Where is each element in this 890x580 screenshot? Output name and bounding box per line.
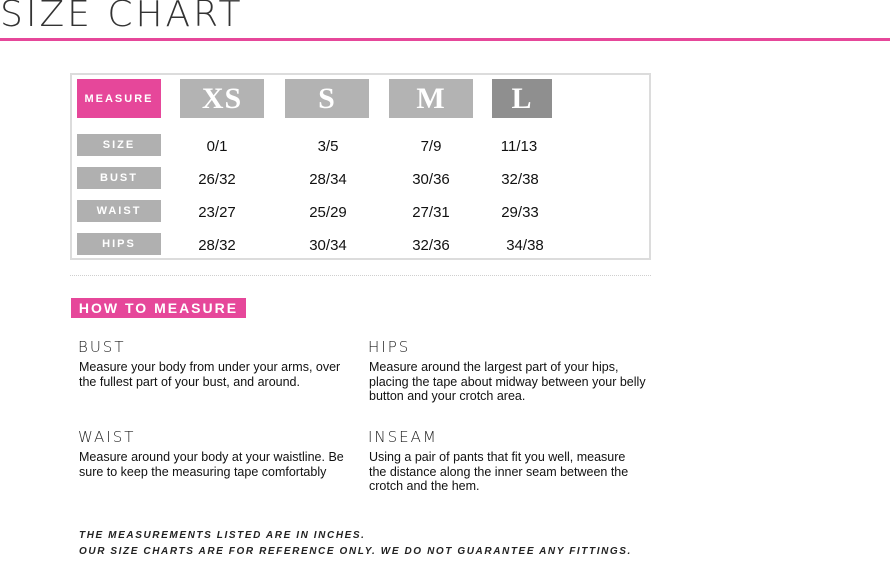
cell-waist-m: 27/31 xyxy=(412,204,450,221)
cell-waist-l: 29/33 xyxy=(501,204,539,221)
cell-hips-xs: 28/32 xyxy=(198,237,236,254)
cell-size-s: 3/5 xyxy=(317,138,339,155)
cell-size-m: 7/9 xyxy=(420,138,442,155)
hips-heading: HIPS xyxy=(368,338,411,356)
size-header-m: M xyxy=(389,79,473,118)
cell-waist-xs: 23/27 xyxy=(198,204,236,221)
cell-hips-l: 34/38 xyxy=(506,237,544,254)
note-reference: OUR SIZE CHARTS ARE FOR REFERENCE ONLY. WE DO NOT GUARANTEE ANY FITTINGS. xyxy=(79,546,632,557)
inseam-heading: INSEAM xyxy=(368,428,438,446)
waist-instructions: Measure around your body at your waistline. Be sure to keep the measuring tape comfortably xyxy=(79,450,344,479)
cell-waist-s: 25/29 xyxy=(309,204,347,221)
section-divider xyxy=(70,275,651,276)
page-title: SIZE CHART xyxy=(0,0,244,35)
size-header-s: S xyxy=(285,79,369,118)
cell-bust-xs: 26/32 xyxy=(198,171,236,188)
row-label-waist: WAIST xyxy=(77,200,161,222)
hips-instructions: Measure around the largest part of your hips, placing the tape about midway between your belly button and your crotch area. xyxy=(369,360,646,403)
row-label-size: SIZE xyxy=(77,134,161,156)
how-to-measure-heading: HOW TO MEASURE xyxy=(71,298,246,318)
waist-heading: WAIST xyxy=(78,428,136,446)
cell-size-xs: 0/1 xyxy=(206,138,228,155)
cell-bust-l: 32/38 xyxy=(501,171,539,188)
cell-bust-s: 28/34 xyxy=(309,171,347,188)
inseam-instructions: Using a pair of pants that fit you well, measure the distance along the inner seam between the crotch and the hem. xyxy=(369,450,629,493)
row-label-bust: BUST xyxy=(77,167,161,189)
note-inches: THE MEASUREMENTS LISTED ARE IN INCHES. xyxy=(79,530,366,541)
row-label-hips: HIPS xyxy=(77,233,161,255)
cell-hips-m: 32/36 xyxy=(412,237,450,254)
measure-header: MEASURE xyxy=(77,79,161,118)
size-header-l: L xyxy=(492,79,552,118)
cell-bust-m: 30/36 xyxy=(412,171,450,188)
size-header-xs: XS xyxy=(180,79,264,118)
cell-size-l: 11/13 xyxy=(500,138,538,155)
bust-heading: BUST xyxy=(78,338,126,356)
cell-hips-s: 30/34 xyxy=(309,237,347,254)
title-divider xyxy=(0,38,890,41)
bust-instructions: Measure your body from under your arms, over the fullest part of your bust, and around. xyxy=(79,360,341,389)
